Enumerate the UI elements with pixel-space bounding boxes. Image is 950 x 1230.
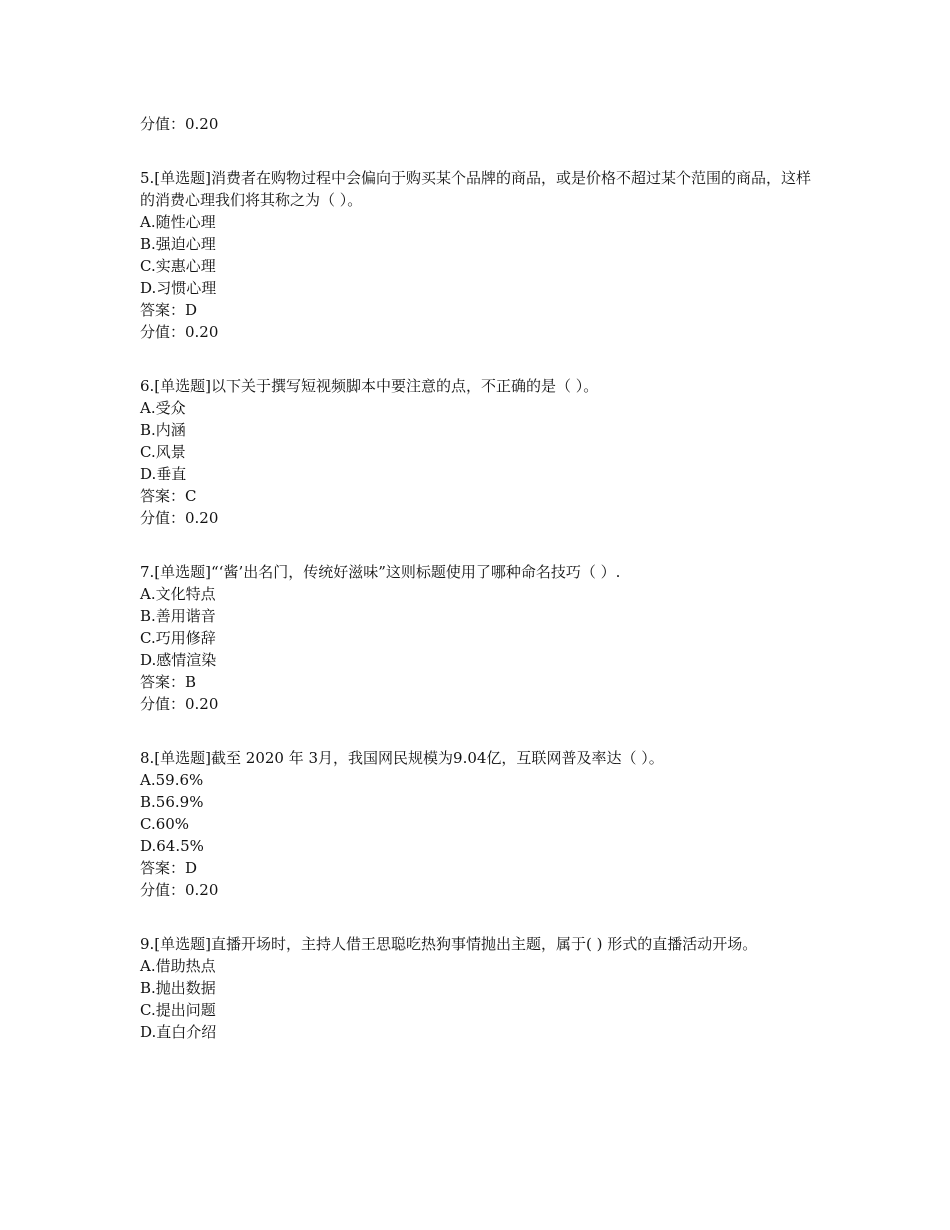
question-9 — [140, 933, 820, 1043]
question-8-option-b: B.56.9% — [140, 793, 204, 811]
question-9-option-c: C.提出问题 — [140, 1001, 216, 1019]
question-7-score: 分值：0.20 — [140, 695, 219, 713]
question-5 — [140, 167, 820, 343]
question-9-stem: 9.[单选题]直播开场时，主持人借王思聪吃热狗事情抛出主题，属于( ) 形式的直播活动开场。 — [140, 935, 758, 953]
question-7-option-d: D.感情渲染 — [140, 651, 217, 669]
question-6-option-c: C.风景 — [140, 443, 186, 461]
question-7-option-b: B.善用谐音 — [140, 607, 216, 625]
question-7-stem: 7.[单选题]“‘酱’出名门，传统好滋味”这则标题使用了哪种命名技巧（ ）. — [140, 563, 621, 581]
question-8-option-d: D.64.5% — [140, 837, 204, 855]
question-4-score: 分值：0.20 — [140, 115, 219, 133]
question-5-option-d: D.习惯心理 — [140, 279, 217, 297]
question-7 — [140, 561, 820, 715]
question-5-stem: 5.[单选题]消费者在购物过程中会偏向于购买某个品牌的商品，或是价格不超过某个范围的商品，这样的消费心理我们将其称之为（ ）。 — [140, 169, 812, 209]
question-5-score: 分值：0.20 — [140, 323, 219, 341]
question-6-option-a: A.受众 — [140, 399, 186, 417]
question-6-score: 分值：0.20 — [140, 509, 219, 527]
question-5-answer: 答案：D — [140, 301, 198, 319]
question-8-option-c: C.60% — [140, 815, 190, 833]
question-6-stem: 6.[单选题]以下关于撰写短视频脚本中要注意的点，不正确的是（ ）。 — [140, 377, 599, 395]
question-8-option-a: A.59.6% — [140, 771, 204, 789]
question-5-option-c: C.实惠心理 — [140, 257, 216, 275]
question-8-score: 分值：0.20 — [140, 881, 219, 899]
question-8-answer: 答案：D — [140, 859, 198, 877]
question-6-answer: 答案：C — [140, 487, 197, 505]
question-7-option-a: A.文化特点 — [140, 585, 216, 603]
question-9-option-a: A.借助热点 — [140, 957, 216, 975]
question-5-option-b: B.强迫心理 — [140, 235, 216, 253]
question-9-option-b: B.抛出数据 — [140, 979, 216, 997]
question-7-option-c: C.巧用修辞 — [140, 629, 216, 647]
question-6 — [140, 375, 820, 529]
question-8 — [140, 747, 820, 901]
question-5-option-a: A.随性心理 — [140, 213, 216, 231]
question-6-option-b: B.内涵 — [140, 421, 186, 439]
question-7-answer: 答案：B — [140, 673, 197, 691]
question-6-option-d: D.垂直 — [140, 465, 187, 483]
question-9-option-d: D.直白介绍 — [140, 1023, 217, 1041]
question-8-stem: 8.[单选题]截至 2020 年 3月，我国网民规模为9.04亿，互联网普及率达（ ）。 — [140, 749, 664, 767]
document-page — [140, 113, 820, 1043]
